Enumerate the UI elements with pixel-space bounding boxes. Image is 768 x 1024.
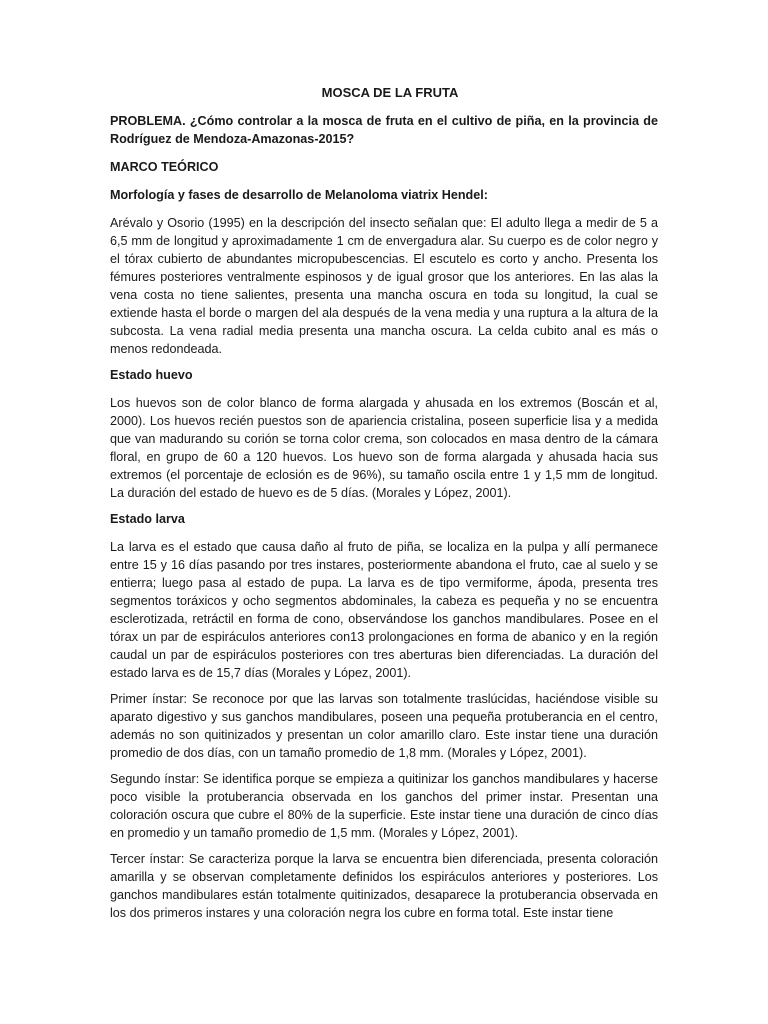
- marco-teorico-heading: MARCO TEÓRICO: [110, 160, 219, 174]
- tercer-instar-paragraph: Tercer ínstar: Se caracteriza porque la larva se encuentra bien diferenciada, presenta coloración amarilla y se observan completamente definidos los espiráculos anteriores y posteriores. Los ganchos mandibulares están totalmente quitinizados, desaparece la protuberancia observada en los dos primeros instares y una coloración negra los cubre en forma total. Este instar tiene: [110, 852, 658, 920]
- problem-statement: PROBLEMA. ¿Cómo controlar a la mosca de fruta en el cultivo de piña, en la provincia de Rodríguez de Mendoza-Amazonas-2015?: [110, 114, 658, 146]
- estado-larva-heading: Estado larva: [110, 512, 185, 526]
- estado-huevo-paragraph: Los huevos son de color blanco de forma alargada y ahusada en los extremos (Boscán et al, 2000). Los huevos recién puestos son de apariencia cristalina, poseen superficie lisa y a medida que van madurando su corión se torna color crema, son colocados en masa dentro de la cámara floral, en grupo de 60 a 120 huevos. Los huevo son de forma alargada y ahusada hacia sus extremos (el porcentaje de eclosión es de 96%), su tamaño oscila entre 1 y 1,5 mm de longitud. La duración del estado de huevo es de 5 días. (Morales y López, 2001).: [110, 396, 658, 500]
- morfologia-heading: Morfología y fases de desarrollo de Melanoloma viatrix Hendel:: [110, 188, 488, 202]
- primer-instar-paragraph: Primer ínstar: Se reconoce por que las larvas son totalmente traslúcidas, haciéndose visible su aparato digestivo y sus ganchos mandibulares, poseen una pequeña protuberancia en el centro, además no son quitinizados y presentan un color amarillo claro. Este instar tiene una duración promedio de dos días, con un tamaño promedio de 1,8 mm. (Morales y López, 2001).: [110, 692, 658, 760]
- document-page: [110, 84, 658, 930]
- estado-huevo-heading: Estado huevo: [110, 368, 193, 382]
- estado-larva-paragraph: La larva es el estado que causa daño al fruto de piña, se localiza en la pulpa y allí permanece entre 15 y 16 días pasando por tres instares, posteriormente abandona el fruto, cae al suelo y se entierra; luego pasa al estado de pupa. La larva es de tipo vermiforme, ápoda, presenta tres segmentos toráxicos y ocho segmentos abdominales, la cabeza es pequeña y no se encuentra esclerotizada, retráctil en forma de cono, observándose los ganchos mandibulares. Posee en el tórax un par de espiráculos anteriores con13 prolongaciones en forma de abanico y en la región caudal un par de espiráculos posteriores con tres aberturas bien diferenciadas. La duración del estado larva es de 15,7 días (Morales y López, 2001).: [110, 540, 658, 680]
- morfologia-paragraph: Arévalo y Osorio (1995) en la descripción del insecto señalan que: El adulto llega a medir de 5 a 6,5 mm de longitud y aproximadamente 1 cm de envergadura alar. Su cuerpo es de color negro y el tórax cubierto de abundantes micropubescencias. El escutelo es corto y ancho. Presenta los fémures posteriores ventralmente espinosos y de igual grosor que los anteriores. En las alas la vena costa no tiene salientes, presenta una mancha oscura en toda su longitud, la cual se extiende hasta el borde o margen del ala después de la vena media y una ruptura a la altura de la subcosta. La vena radial media presenta una mancha oscura. La celda cubito anal es más o menos redondeada.: [110, 216, 658, 356]
- segundo-instar-paragraph: Segundo ínstar: Se identifica porque se empieza a quitinizar los ganchos mandibulares y hacerse poco visible la protuberancia observada en los ganchos del primer instar. Presentan una coloración oscura que cubre el 80% de la superficie. Este instar tiene una duración de cinco días en promedio y un tamaño promedio de 1,5 mm. (Morales y López, 2001).: [110, 772, 658, 840]
- document-title: MOSCA DE LA FRUTA: [321, 85, 459, 100]
